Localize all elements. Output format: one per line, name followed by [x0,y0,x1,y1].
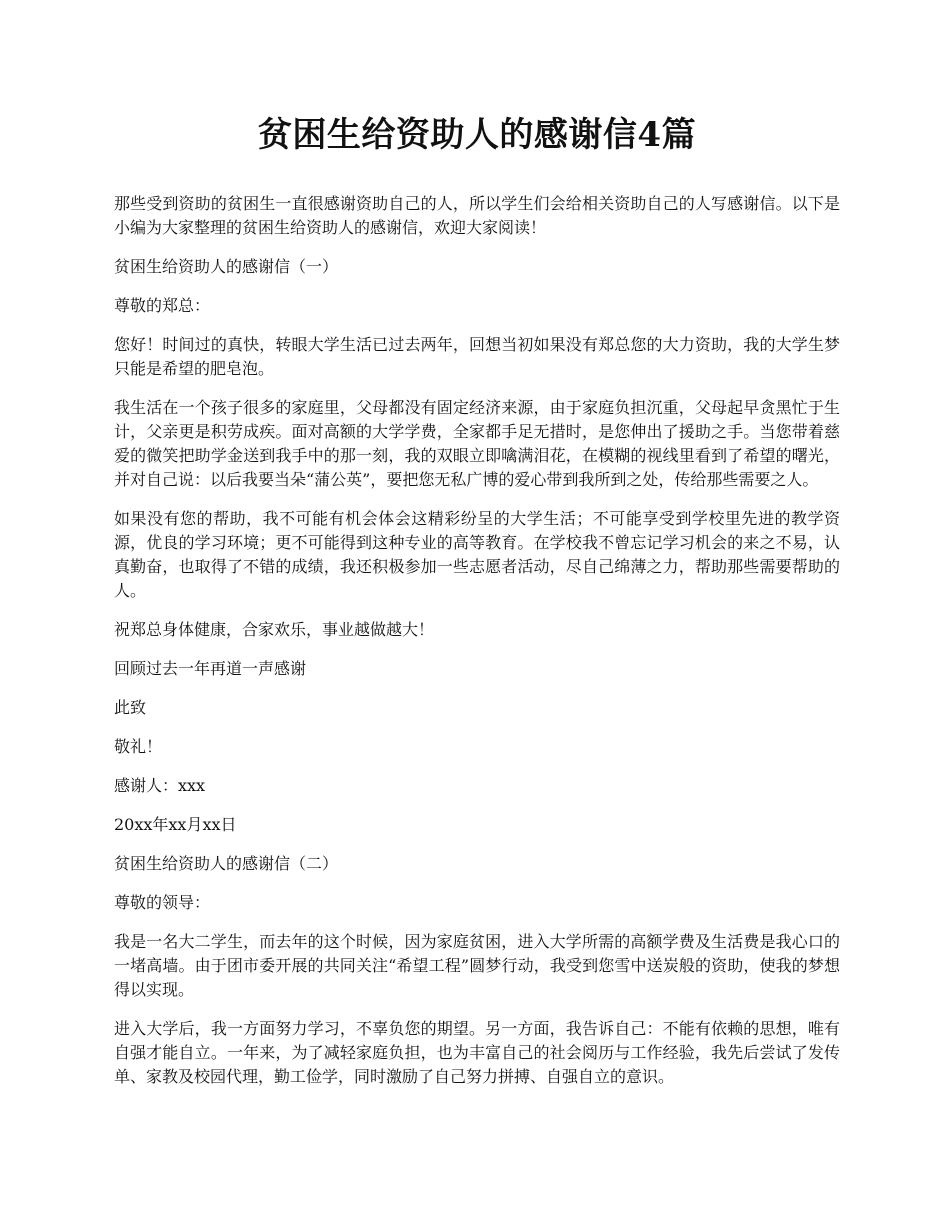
letter-one-paragraph: 您好！时间过的真快，转眼大学生活已过去两年，回想当初如果没有郑总您的大力资助，我的大学生梦只能是希望的肥皂泡。 [114,335,840,378]
letter-one-signature: 感谢人：xxx [114,776,206,795]
letter-two-heading: 贫困生给资助人的感谢信（二） [114,854,339,873]
document-page [114,112,840,1104]
letter-two-salutation: 尊敬的领导： [114,893,211,912]
letter-two-paragraph: 我是一名大二学生，而去年的这个时候，因为家庭贫困，进入大学所需的高额学费及生活费是我心口的一堵高墙。由于团市委开展的共同关注“希望工程”圆梦行动，我受到您雪中送炭般的资助，使我的梦想得以实现。 [114,932,840,999]
intro-paragraph: 那些受到资助的贫困生一直很感谢资助自己的人，所以学生们会给相关资助自己的人写感谢信。以下是小编为大家整理的贫困生给资助人的感谢信，欢迎大家阅读！ [114,194,840,237]
document-title: 贫困生给资助人的感谢信4篇 [257,115,697,155]
letter-one-wishes: 祝郑总身体健康，合家欢乐，事业越做越大！ [114,620,435,639]
letter-one-paragraph: 如果没有您的帮助，我不可能有机会体会这精彩纷呈的大学生活；不可能享受到学校里先进的教学资源，优良的学习环境；更不可能得到这种专业的高等教育。在学校我不曾忘记学习机会的来之不易，认真勤奋，也取得了不错的成绩，我还积极参加一些志愿者活动，尽自己绵薄之力，帮助那些需要帮助的人。 [114,509,840,600]
letter-one-closing: 此致 [114,698,147,717]
letter-one-heading: 贫困生给资助人的感谢信（一） [114,257,339,276]
letter-one-thanks-line: 回顾过去一年再道一声感谢 [114,659,307,678]
letter-two-paragraph: 进入大学后，我一方面努力学习，不辜负您的期望。另一方面，我告诉自己：不能有依赖的思想，唯有自强才能自立。一年来，为了减轻家庭负担，也为丰富自己的社会阅历与工作经验，我先后尝试了发传单、家教及校园代理，勤工俭学，同时激励了自己努力拼搏、自强自立的意识。 [114,1019,840,1086]
letter-one-date: 20xx年xx月xx日 [114,815,237,834]
letter-one-regards: 敬礼！ [114,737,163,756]
letter-one-paragraph: 我生活在一个孩子很多的家庭里，父母都没有固定经济来源，由于家庭负担沉重，父母起早贪黑忙于生计，父亲更是积劳成疾。面对高额的大学学费，全家都手足无措时，是您伸出了援助之手。当您带着慈爱的微笑把助学金送到我手中的那一刻，我的双眼立即噙满泪花，在模糊的视线里看到了希望的曙光，并对自己说：以后我要当朵“蒲公英”，要把您无私广博的爱心带到我所到之处，传给那些需要之人。 [114,398,840,489]
letter-one-salutation: 尊敬的郑总： [114,296,211,315]
